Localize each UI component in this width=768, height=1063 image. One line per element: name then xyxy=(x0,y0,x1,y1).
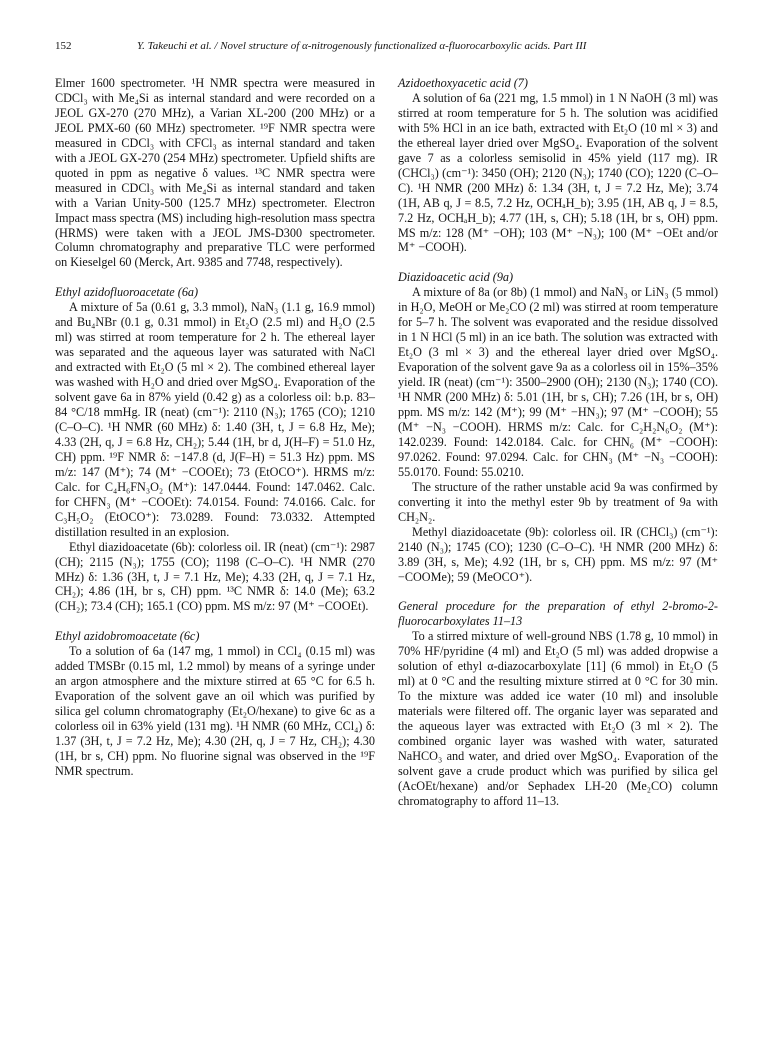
right-column xyxy=(398,76,718,809)
heading-azidoethoxyacetic-acid: Azidoethoxyacetic acid (7) xyxy=(398,76,528,90)
paragraph-instrumentation: Elmer 1600 spectrometer. ¹H NMR spectra were measured in CDCl₃ with Me₄Si as internal standard and were recorded on a JEOL GX-270 (270 MHz), a Varian XL-200 (200 MHz) or a JEOL PMX-60 (60 MHz) spectrometer. ¹⁹F NMR spectra were measured in CDCl₃ with CFCl₃ as internal standard and taken with a JEOL GX-270 (254 MHz) spectrometer. Upfield shifts are quoted in ppm as negative δ values. ¹³C NMR spectra were measured in CDCl₃ with Me₄Si as internal standard and taken with a Varian Unity-500 (125.7 MHz) spectrometer. Electron Impact mass spectra (MS) including high-resolution mass spectra (HRMS) were taken with a JEOL JMS-D300 spectrometer. Column chromatography and preparative TLC were performed on Kieselgel 60 (Merck, Art. 9385 and 7748, respectively). xyxy=(55,76,375,270)
paragraph-6b: Ethyl diazidoacetate (6b): colorless oil. IR (neat) (cm⁻¹): 2987 (CH); 2115 (N₃); 1755 (CO); 1198 (C–O–C). ¹H NMR (270 MHz) δ: 1.36 (3H, t, J = 7.1 Hz, Me); 4.33 (2H, q, J = 7.1 Hz, CH₂); 4.86 (1H, br s, CH) ppm. ¹³C NMR δ: 14.0 (Me); 63.2 (CH₂); 73.4 (CH); 165.1 (CO) ppm. MS m/z: 97 (M⁺ −COOEt). xyxy=(55,539,375,614)
page-header xyxy=(55,40,733,58)
paragraph-7: A solution of 6a (221 mg, 1.5 mmol) in 1 N NaOH (3 ml) was stirred at room temperature for 5 h. The solution was acidified with 5% HCl in an ice bath, extracted with Et₂O (10 ml × 3) and the ethereal layer dried over MgSO₄. Evaporation of the solvent gave 7 as a colorless semisolid in 45% yield (117 mg). IR (CHCl₃) (cm⁻¹): 3450 (OH); 2120 (N₃); 1740 (CO); 1220 (C–O–C). ¹H NMR (200 MHz) δ: 1.34 (3H, t, J = 7.2 Hz, Me); 3.74 (1H, AB q, J = 8.5, 7.2 Hz, OCHₐH_b); 3.95 (1H, AB q, J = 8.5, 7.2 Hz, OCHₐH_b); 4.77 (1H, s, CH); 5.18 (1H, br s, OH) ppm. MS m/z: 128 (M⁺ −OH); 103 (M⁺ −N₃); 100 (M⁺ −OEt and/or M⁺ −COOH). xyxy=(398,90,718,255)
paragraph-9a: A mixture of 8a (or 8b) (1 mmol) and NaN₃ or LiN₃ (5 mmol) in H₂O, MeOH or Me₂CO (2 ml) was stirred at room temperature for 5–7 h. The solvent was evaporated and the residue dissolved in 1 N HCl (5 ml) in an ice bath. The solution was extracted with Et₂O (3 ml × 3) and the ethereal layer dried over MgSO₄. Evaporation of the solvent gave 9a as a colorless oil in 15%–35% yield. IR (neat) (cm⁻¹): 3500–2900 (OH); 2130 (N₃); 1740 (CO). ¹H NMR (200 MHz) δ: 5.01 (1H, br s, CH); 7.26 (1H, br s, OH) ppm. MS m/z: 142 (M⁺); 99 (M⁺ −HN₃); 97 (M⁺ −COOH); 55 (M⁺ −N₃ −COOH). HRMS m/z: Calc. for C₂H₂N₆O₂ (M⁺): 142.0239. Found: 142.0184. Calc. for CHN₆ (M⁺ −COOH): 97.0262. Found: 97.0294. Calc. for CHN₃ (M⁺ −N₃ −COOH): 55.0170. Found: 55.0210. xyxy=(398,285,718,479)
paragraph-9a-structure: The structure of the rather unstable acid 9a was confirmed by converting it into the methyl ester 9b by treatment of 9a with CH₂N₂. xyxy=(398,479,718,524)
page-number: 152 xyxy=(55,40,72,52)
running-title: Y. Takeuchi et al. / Novel structure of α-nitrogenously functionalized α-fluorocarboxylic acids. Part III xyxy=(137,40,587,52)
paragraph-6c: To a solution of 6a (147 mg, 1 mmol) in CCl₄ (0.15 ml) was added TMSBr (0.15 ml, 1.2 mmol) by means of a syringe under an argon atmosphere and the mixture stirred at 65 °C for 6.5 h. Evaporation of the solvent gave an oil which was purified by silica gel column chromatography (Et₂O/hexane) to give 6c as a colorless oil in 63% yield (131 mg). ¹H NMR (60 MHz, CCl₄) δ: 1.37 (3H, t, J = 7.2 Hz, Me); 4.30 (2H, q, J = 7 Hz, CH₂); 4.30 (1H, br s, CH) ppm. No fluorine signal was observed in the ¹⁹F NMR spectrum. xyxy=(55,644,375,778)
paragraph-9b: Methyl diazidoacetate (9b): colorless oil. IR (CHCl₃) (cm⁻¹): 2140 (N₃); 1745 (CO); 1230 (C–O–C). ¹H NMR (200 MHz) δ: 3.89 (3H, s, Me); 4.92 (1H, br s, CH) ppm. MS m/z: 97 (M⁺ −COOMe); 59 (MeOCO⁺). xyxy=(398,524,718,584)
paragraph-general-procedure: To a stirred mixture of well-ground NBS (1.78 g, 10 mmol) in 70% HF/pyridine (4 ml) and Et₂O (5 ml) was added dropwise a solution of ethyl α-diazocarboxylate [11] (6 mmol) in Et₂O (5 ml) at 0 °C and the resulting mixture stirred at 0 °C for 30 min. To the mixture was added ice water (10 ml) and insoluble materials were filtered off. The organic layer was separated and the aqueous layer was extracted with Et₂O (3 ml × 2). The combined organic layer was washed with water, saturated NaHCO₃ and water, and dried over MgSO₄. Evaporation of the solvent gave a crude product which was purified by silica gel (AcOEt/hexane) and/or Sephadex LH-20 (Me₂CO) column chromatography to afford 11–13. xyxy=(398,629,718,808)
paragraph-6a: A mixture of 5a (0.61 g, 3.3 mmol), NaN₃ (1.1 g, 16.9 mmol) and Bu₄NBr (0.1 g, 0.31 mmol) in Et₂O (2.5 ml) and H₂O (2.5 ml) was stirred at room temperature for 2 h. The ethereal layer was separated and the aqueous layer was saturated with NaCl and extracted with Et₂O (5 ml × 2). The combined ethereal layer was washed with H₂O and dried over MgSO₄. Evaporation of the solvent gave 6a in 87% yield (0.42 g) as a colorless oil: b.p. 83–84 °C/18 mmHg. IR (neat) (cm⁻¹): 2110 (N₃); 1765 (CO); 1210 (C–O–C). ¹H NMR (60 MHz) δ: 1.40 (3H, t, J = 6.8 Hz, Me); 4.33 (2H, q, J = 6.8 Hz, CH₂); 5.44 (1H, br d, J(H–F) = 51.0 Hz, CH) ppm. ¹⁹F NMR δ: −147.8 (d, J(F–H) = 51.3 Hz) ppm. MS m/z: 147 (M⁺); 74 (M⁺ −COOEt); 73 (EtOCO⁺). HRMS m/z: Calc. for C₄H₆FN₃O₂ (M⁺): 147.0444. Found: 147.0462. Calc. for CHFN₃ (M⁺ −COOEt): 74.0154. Found: 74.0166. Calc. for C₃H₅O₂ (EtOCO⁺): 73.0289. Found: 73.0332. Attempted distillation resulted in an explosion. xyxy=(55,300,375,539)
heading-diazidoacetic-acid: Diazidoacetic acid (9a) xyxy=(398,270,514,285)
heading-general-procedure: General procedure for the preparation of ethyl 2-bromo-2-fluorocarboxylates 11–13 xyxy=(398,599,718,629)
left-column xyxy=(55,76,375,779)
heading-ethyl-azidofluoroacetate: Ethyl azidofluoroacetate (6a) xyxy=(55,285,199,300)
heading-ethyl-azidobromoacetate: Ethyl azidobromoacetate (6c) xyxy=(55,629,200,644)
